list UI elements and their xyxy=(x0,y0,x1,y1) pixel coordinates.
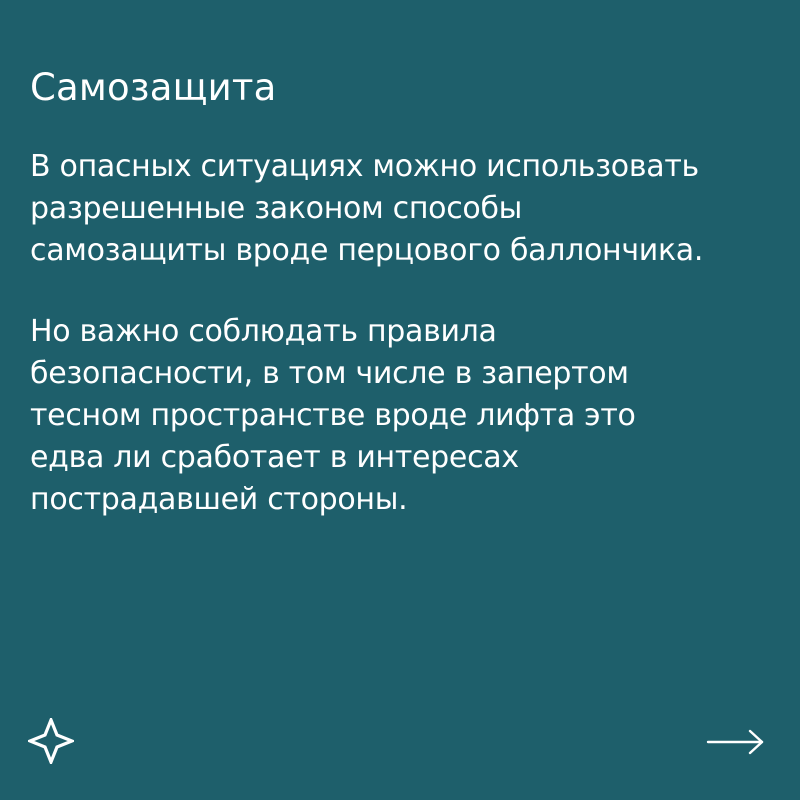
paragraph-line: В опасных ситуациях можно использовать xyxy=(30,149,699,184)
arrow-right-icon[interactable] xyxy=(706,726,766,758)
paragraph-self-defense-methods xyxy=(30,146,770,272)
paragraph-line: тесном пространстве вроде лифта это xyxy=(30,398,636,433)
sparkle-star-logo-icon xyxy=(28,718,74,764)
paragraph-safety-rules xyxy=(30,311,770,521)
paragraph-line: самозащиты вроде перцового баллончика. xyxy=(30,233,704,268)
slide-title: Самозащита xyxy=(30,66,277,109)
paragraph-line: Но важно соблюдать правила xyxy=(30,314,497,349)
paragraph-line: разрешенные законом способы xyxy=(30,191,523,226)
paragraph-line: едва ли сработает в интересах xyxy=(30,440,519,475)
paragraph-line: безопасности, в том числе в запертом xyxy=(30,356,629,391)
paragraph-line: пострадавшей стороны. xyxy=(30,482,408,517)
